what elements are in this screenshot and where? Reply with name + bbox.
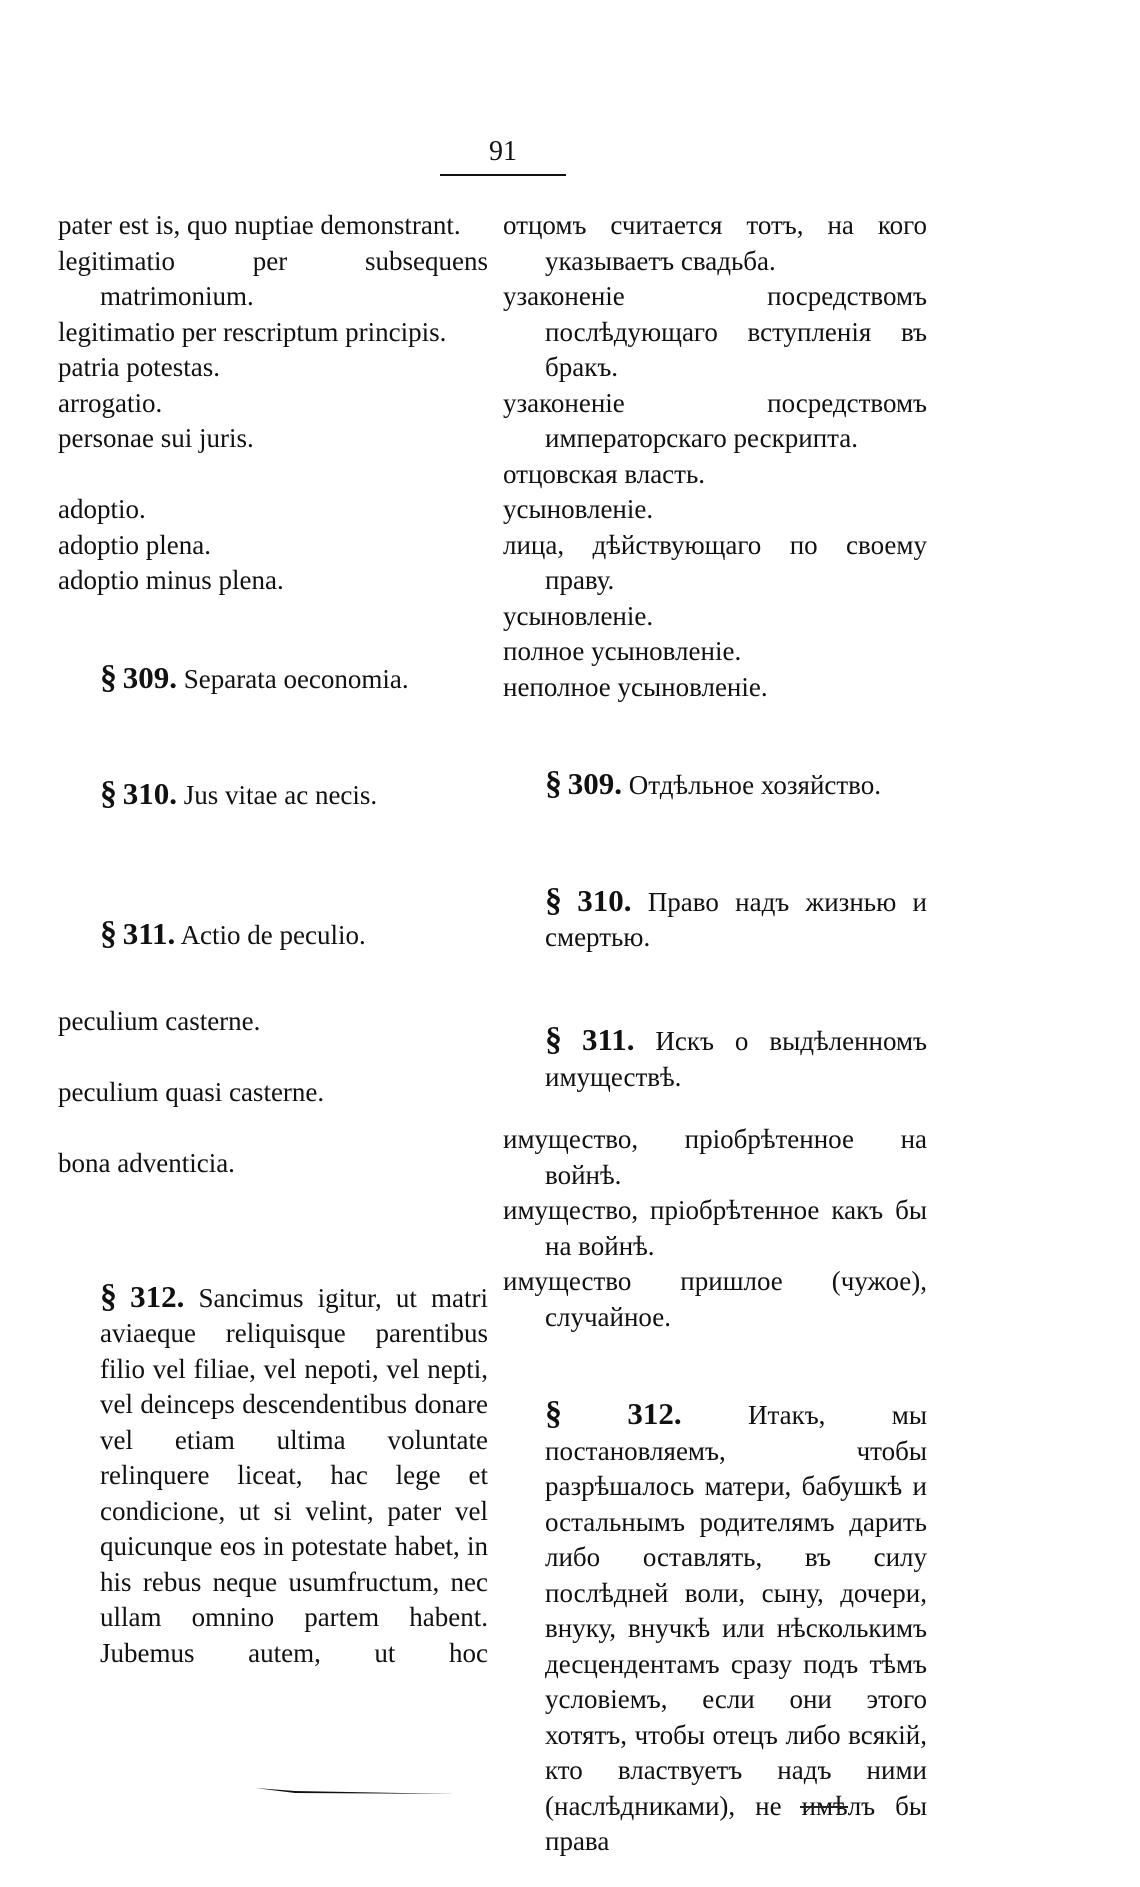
section-sign: § xyxy=(545,1021,561,1058)
section-sign: § xyxy=(100,1277,116,1315)
russian-column xyxy=(503,208,927,1887)
russian-term: отцовская власть. xyxy=(503,458,706,489)
section-sign: § xyxy=(545,1395,561,1432)
latin-term: arrogatio. xyxy=(58,387,163,418)
latin-term: peculium quasi casterne. xyxy=(58,1077,325,1107)
russian-term: имущество, пріобрѣтенное какъ бы на войнѣ. xyxy=(503,1195,927,1261)
section-number: 311 xyxy=(122,915,168,951)
russian-term: лица, дѣйствующаго по своему праву. xyxy=(503,529,927,595)
section-title: Отдѣльное хозяйство. xyxy=(628,770,881,800)
russian-term: отцомъ считается тотъ, на кого указываетъ свадьба. xyxy=(503,210,927,276)
section-number: 309 xyxy=(567,766,615,801)
russian-term: имущество пришлое (чужое), случайное. xyxy=(503,1266,927,1332)
russian-term: усыновленіе. xyxy=(503,600,654,631)
section-heading-309-latin: § 309. Separata oeconomia. xyxy=(100,658,409,696)
latin-term: adoptio minus plena. xyxy=(58,565,284,595)
section-body: Sancimus igitur, ut matri aviaeque reliquisque parentibus filio vel filiae, vel nepoti, vel nepti, vel deinceps descendentibus donare vel etiam ultima voluntate relinquere liceat, hac lege et condicione, ut si velint, pater vel quicunque eos in potestate habet, in his rebus neque usumfructum, nec ullam omnino partem habent. Jubemus autem, ut hoc xyxy=(100,1282,489,1668)
latin-term: legitimatio per subsequens matrimonium. xyxy=(58,245,488,311)
russian-term: усыновленіе. xyxy=(503,494,654,524)
printer-ornament-dash xyxy=(255,1786,455,1796)
russian-term: узаконеніе посредствомъ послѣдующаго вступленія въ бракъ. xyxy=(503,281,927,382)
section-312-russian-text: § 312. Итакъ, мы постановляемъ, чтобы разрѣшалось матери, бабушкѣ и остальнымъ родителямъ дарить либо оставлять, въ силу послѣдней воли, сыну, дочери, внуку, внучкѣ или нѣсколькимъ десцендентамъ сразу подъ тѣмъ условіемъ, если они этого хотятъ, чтобы отецъ либо всякій, кто властвуетъ надъ ними (наслѣдниками), не имѣлъ бы права xyxy=(545,1395,927,1856)
latin-term: peculium casterne. xyxy=(58,1006,261,1036)
section-heading-310-russian: § 310. Право надъ жизнью и смертью. xyxy=(545,881,927,952)
latin-term: personae sui juris. xyxy=(58,423,254,453)
russian-term: имущество, пріобрѣтенное на войнѣ. xyxy=(503,1124,927,1190)
section-sign: § xyxy=(545,881,561,919)
section-number: 312 xyxy=(130,1278,177,1314)
section-number: 312 xyxy=(627,1396,674,1431)
latin-term: adoptio plena. xyxy=(58,529,211,560)
section-title: Separata oeconomia. xyxy=(183,663,409,694)
section-body: Итакъ, мы постановляемъ, чтобы разрѣшалось матери, бабушкѣ и остальнымъ родителямъ дарить либо оставлять, въ силу послѣдней воли, сыну, дочери, внуку, внучкѣ или нѣсколькимъ десцендентамъ сразу подъ тѣмъ условіемъ, если они этого хотятъ, чтобы отецъ либо всякій, кто властвуетъ надъ ними (наслѣдниками), не имѣлъ бы права xyxy=(545,1400,927,1856)
section-heading-311-latin: § 311. Actio de peculio. xyxy=(100,914,366,952)
page-number-rule xyxy=(440,174,566,176)
section-heading-309-russian: § 309. Отдѣльное хозяйство. xyxy=(545,765,881,802)
section-number: 310 xyxy=(122,776,170,811)
latin-term: bona adventicia. xyxy=(58,1148,235,1178)
section-title: Право надъ жизнью и смертью. xyxy=(545,886,927,952)
russian-term: узаконеніе посредствомъ императорскаго рескрипта. xyxy=(503,387,927,453)
section-title: Искъ о выдѣленномъ имуществѣ. xyxy=(545,1026,928,1092)
latin-column xyxy=(58,208,488,1698)
russian-term: полное усыновленіе. xyxy=(503,636,742,666)
bottom-rule xyxy=(800,1806,848,1808)
latin-term: legitimatio per rescriptum principis. xyxy=(58,316,447,347)
section-number: 309 xyxy=(122,659,170,695)
section-heading-310-latin: § 310. Jus vitae ac necis. xyxy=(100,775,378,812)
latin-term: adoptio. xyxy=(58,494,146,524)
section-sign: § xyxy=(100,658,116,696)
section-heading-311-russian: § 311. Искъ о выдѣленномъ имуществѣ. xyxy=(545,1021,928,1092)
section-number: 310 xyxy=(577,882,624,918)
section-sign: § xyxy=(545,765,561,802)
section-312-latin-text: § 312. Sancimus igitur, ut matri aviaeque reliquisque parentibus filio vel filiae, vel nepoti, vel nepti, vel deinceps descendentibus donare vel etiam ultima voluntate relinquere liceat, hac lege et condicione, ut si velint, pater vel quicunque eos in potestate habet, in his rebus neque usumfructum, nec ullam omnino partem habent. Jubemus autem, ut hoc xyxy=(100,1277,489,1668)
section-title: Jus vitae ac necis. xyxy=(183,780,378,810)
latin-term: patria potestas. xyxy=(58,352,220,382)
section-sign: § xyxy=(100,775,116,812)
section-sign: § xyxy=(100,914,116,952)
latin-term: pater est is, quo nuptiae demonstrant. xyxy=(58,210,461,240)
russian-term: неполное усыновленіе. xyxy=(503,671,768,702)
section-number: 311 xyxy=(581,1022,627,1057)
page-number: 91 xyxy=(489,136,517,167)
section-title: Actio de peculio. xyxy=(180,919,366,950)
